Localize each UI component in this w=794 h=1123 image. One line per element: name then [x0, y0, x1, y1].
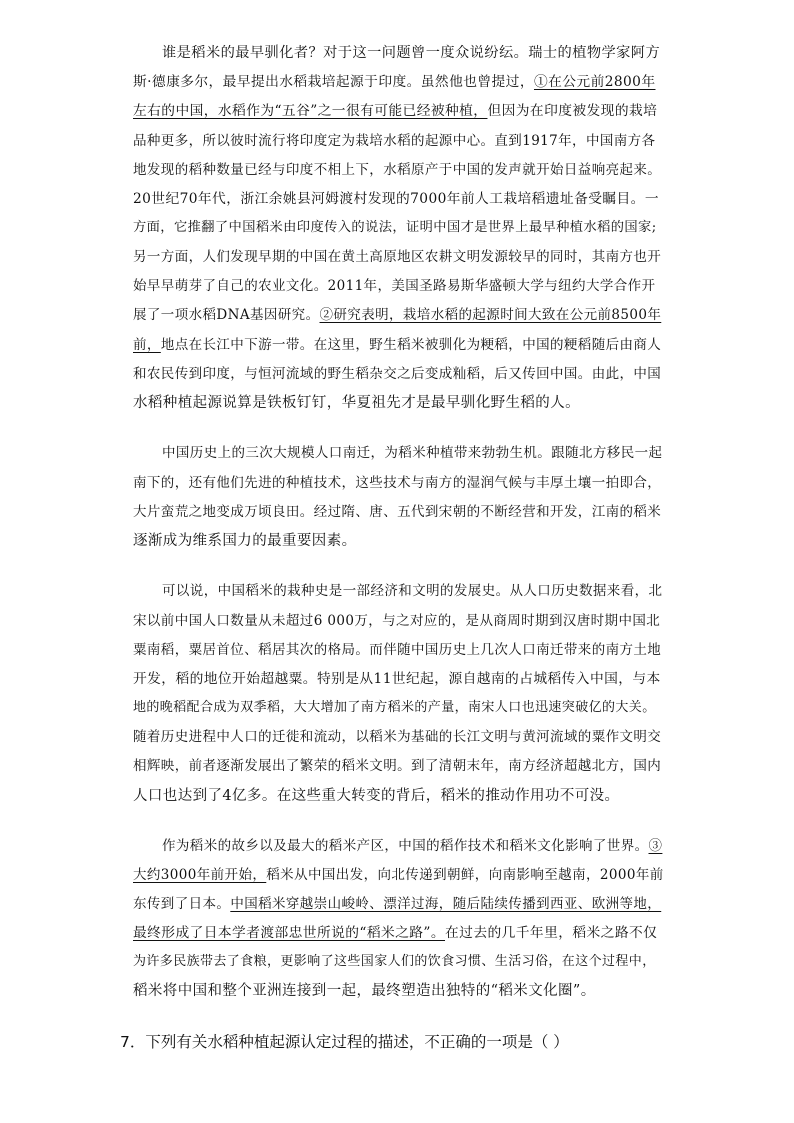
- text-line: 水稻种植起源说算是铁板钉钉，华夏祖先才是最早驯化野生稻的人。: [133, 395, 580, 411]
- question-7: 7．下列有关水稻种植起源认定过程的描述，不正确的一项是（ ）: [120, 1033, 569, 1051]
- text-line: 和农民传到印度，与恒河流域的野生稻杂交之后变成籼稻，后又传回中国。由此，中国: [133, 366, 662, 382]
- text-line: 稻米将中国和整个亚洲连接到一起，最终塑造出独特的“稻米文化圈”。: [133, 983, 596, 999]
- text-line: [133, 96, 657, 126]
- text-line: [133, 67, 655, 97]
- text-line: 另一方面，人们发现早期的中国在黄土高原地区农耕文明发源较早的同时，其南方也开: [133, 249, 662, 265]
- text-line: 地发现的稻种数量已经与印度不相上下，水稻原产于中国的发声就开始日益响亮起来。: [133, 162, 662, 178]
- text-line: 可以说，中国稻米的栽种史是一部经济和文明的发展史。从人口历史数据来看，北: [162, 583, 663, 599]
- text-line: 品种更多，所以彼时流行将印度定为栽培水稻的起源中心。直到1917年，中国南方各: [133, 133, 656, 149]
- text-line: 逐渐成为维系国力的最重要因素。: [133, 533, 357, 549]
- text-line: 谁是稻米的最早驯化者？对于这一问题曾一度众说纷纭。瑞士的植物学家阿方: [162, 45, 661, 61]
- underlined-text: ③: [648, 838, 663, 854]
- text-line: 大片蛮荒之地变成万顷良田。经过隋、唐、五代到宋朝的不断经营和开发，江南的稻米: [133, 504, 662, 520]
- text-line: [133, 889, 661, 919]
- underlined-text: ②研究表明，栽培水稻的起源时间大致在公元前8500年: [319, 307, 662, 323]
- text-line: 为许多民族带去了食粮，更影响了这些国家人们的饮食习惯、生活习俗，在这个过程中，: [133, 954, 656, 969]
- text-line: 方面，它推翻了中国稻米由印度传入的说法，证明中国才是世界上最早种植水稻的国家;: [133, 220, 657, 235]
- underlined-text: 中国稻米穿越崇山峻岭、漂洋过海，随后陆续传播到西亚、欧洲等地，: [230, 896, 662, 912]
- text-line: 人口也达到了4亿多。在这些重大转变的背后，稻米的推动作用功不可没。: [133, 788, 620, 804]
- text-segment: 在过去的几千年里，稻米之路不仅: [445, 925, 658, 941]
- text-line: 随着历史进程中人口的迁徙和流动，以稻米为基础的长江文明与黄河流域的粟作文明交: [133, 729, 662, 745]
- text-segment: 地点在长江中下游一带。在这里，野生稻米被驯化为粳稻，中国的粳稻随后由商人: [160, 337, 662, 353]
- underlined-text: 左右的中国，水稻作为“五谷”之一很有可能已经被种植，: [133, 103, 488, 119]
- underlined-text: 前，: [133, 337, 161, 353]
- text-line: 相辉映，前者逐渐发展出了繁荣的稻米文明。到了清朝末年，南方经济超越北方，国内: [133, 758, 662, 774]
- text-line: 粟南稻，粟居首位、稻居其次的格局。而伴随中国历史上几次人口南迁带来的南方土地: [133, 642, 662, 658]
- text-segment: 作为稻米的故乡以及最大的稻米产区，中国的稻作技术和稻米文化影响了世界。: [162, 838, 649, 854]
- underlined-text: 大约3000年前开始，: [133, 867, 267, 883]
- text-segment: 展了一项水稻DNA基因研究。: [133, 307, 320, 323]
- text-segment: 但因为在印度被发现的栽培: [487, 103, 658, 119]
- text-segment: 斯·德康多尔，最早提出水稻栽培起源于印度。虽然他也曾提过，: [133, 74, 534, 90]
- text-line: 20世纪70年代，浙江余姚县河姆渡村发现的7000年前人工栽培稻遗址备受瞩目。一: [133, 191, 659, 207]
- text-line: 南下的，还有他们先进的种植技术，这些技术与南方的湿润气候与丰厚土壤一拍即合，: [133, 475, 662, 491]
- text-line: 中国历史上的三次大规模人口南迁，为稻米种植带来勃勃生机。跟随北方移民一起: [162, 445, 663, 461]
- underlined-text: ①在公元前2800年: [533, 74, 656, 90]
- text-line: [133, 918, 657, 948]
- text-line: 开发，稻的地位开始超越粟。特别是从11世纪起，源自越南的占城稻传入中国，与本: [133, 671, 661, 687]
- text-segment: 稻米从中国出发，向北传递到朝鲜，向南影响至越南，2000年前: [266, 867, 664, 883]
- underlined-text: 最终形成了日本学者渡部忠世所说的“稻米之路”。: [133, 925, 446, 941]
- text-line: [162, 831, 662, 861]
- text-line: 地的晚稻配合成为双季稻，大大增加了南方稻米的产量，南宋人口也迅速突破亿的大关。: [133, 700, 656, 715]
- text-line: [133, 330, 661, 360]
- text-line: 始早早萌芽了自己的农业文化。2011年，美国圣路易斯华盛顿大学与纽约大学合作开: [133, 278, 656, 294]
- text-line: 宋以前中国人口数量从未超过6 000万，与之对应的，是从商周时期到汉唐时期中国北: [133, 613, 661, 629]
- text-segment: 东传到了日本。: [133, 896, 231, 912]
- text-line: [133, 860, 664, 890]
- text-line: [133, 300, 661, 330]
